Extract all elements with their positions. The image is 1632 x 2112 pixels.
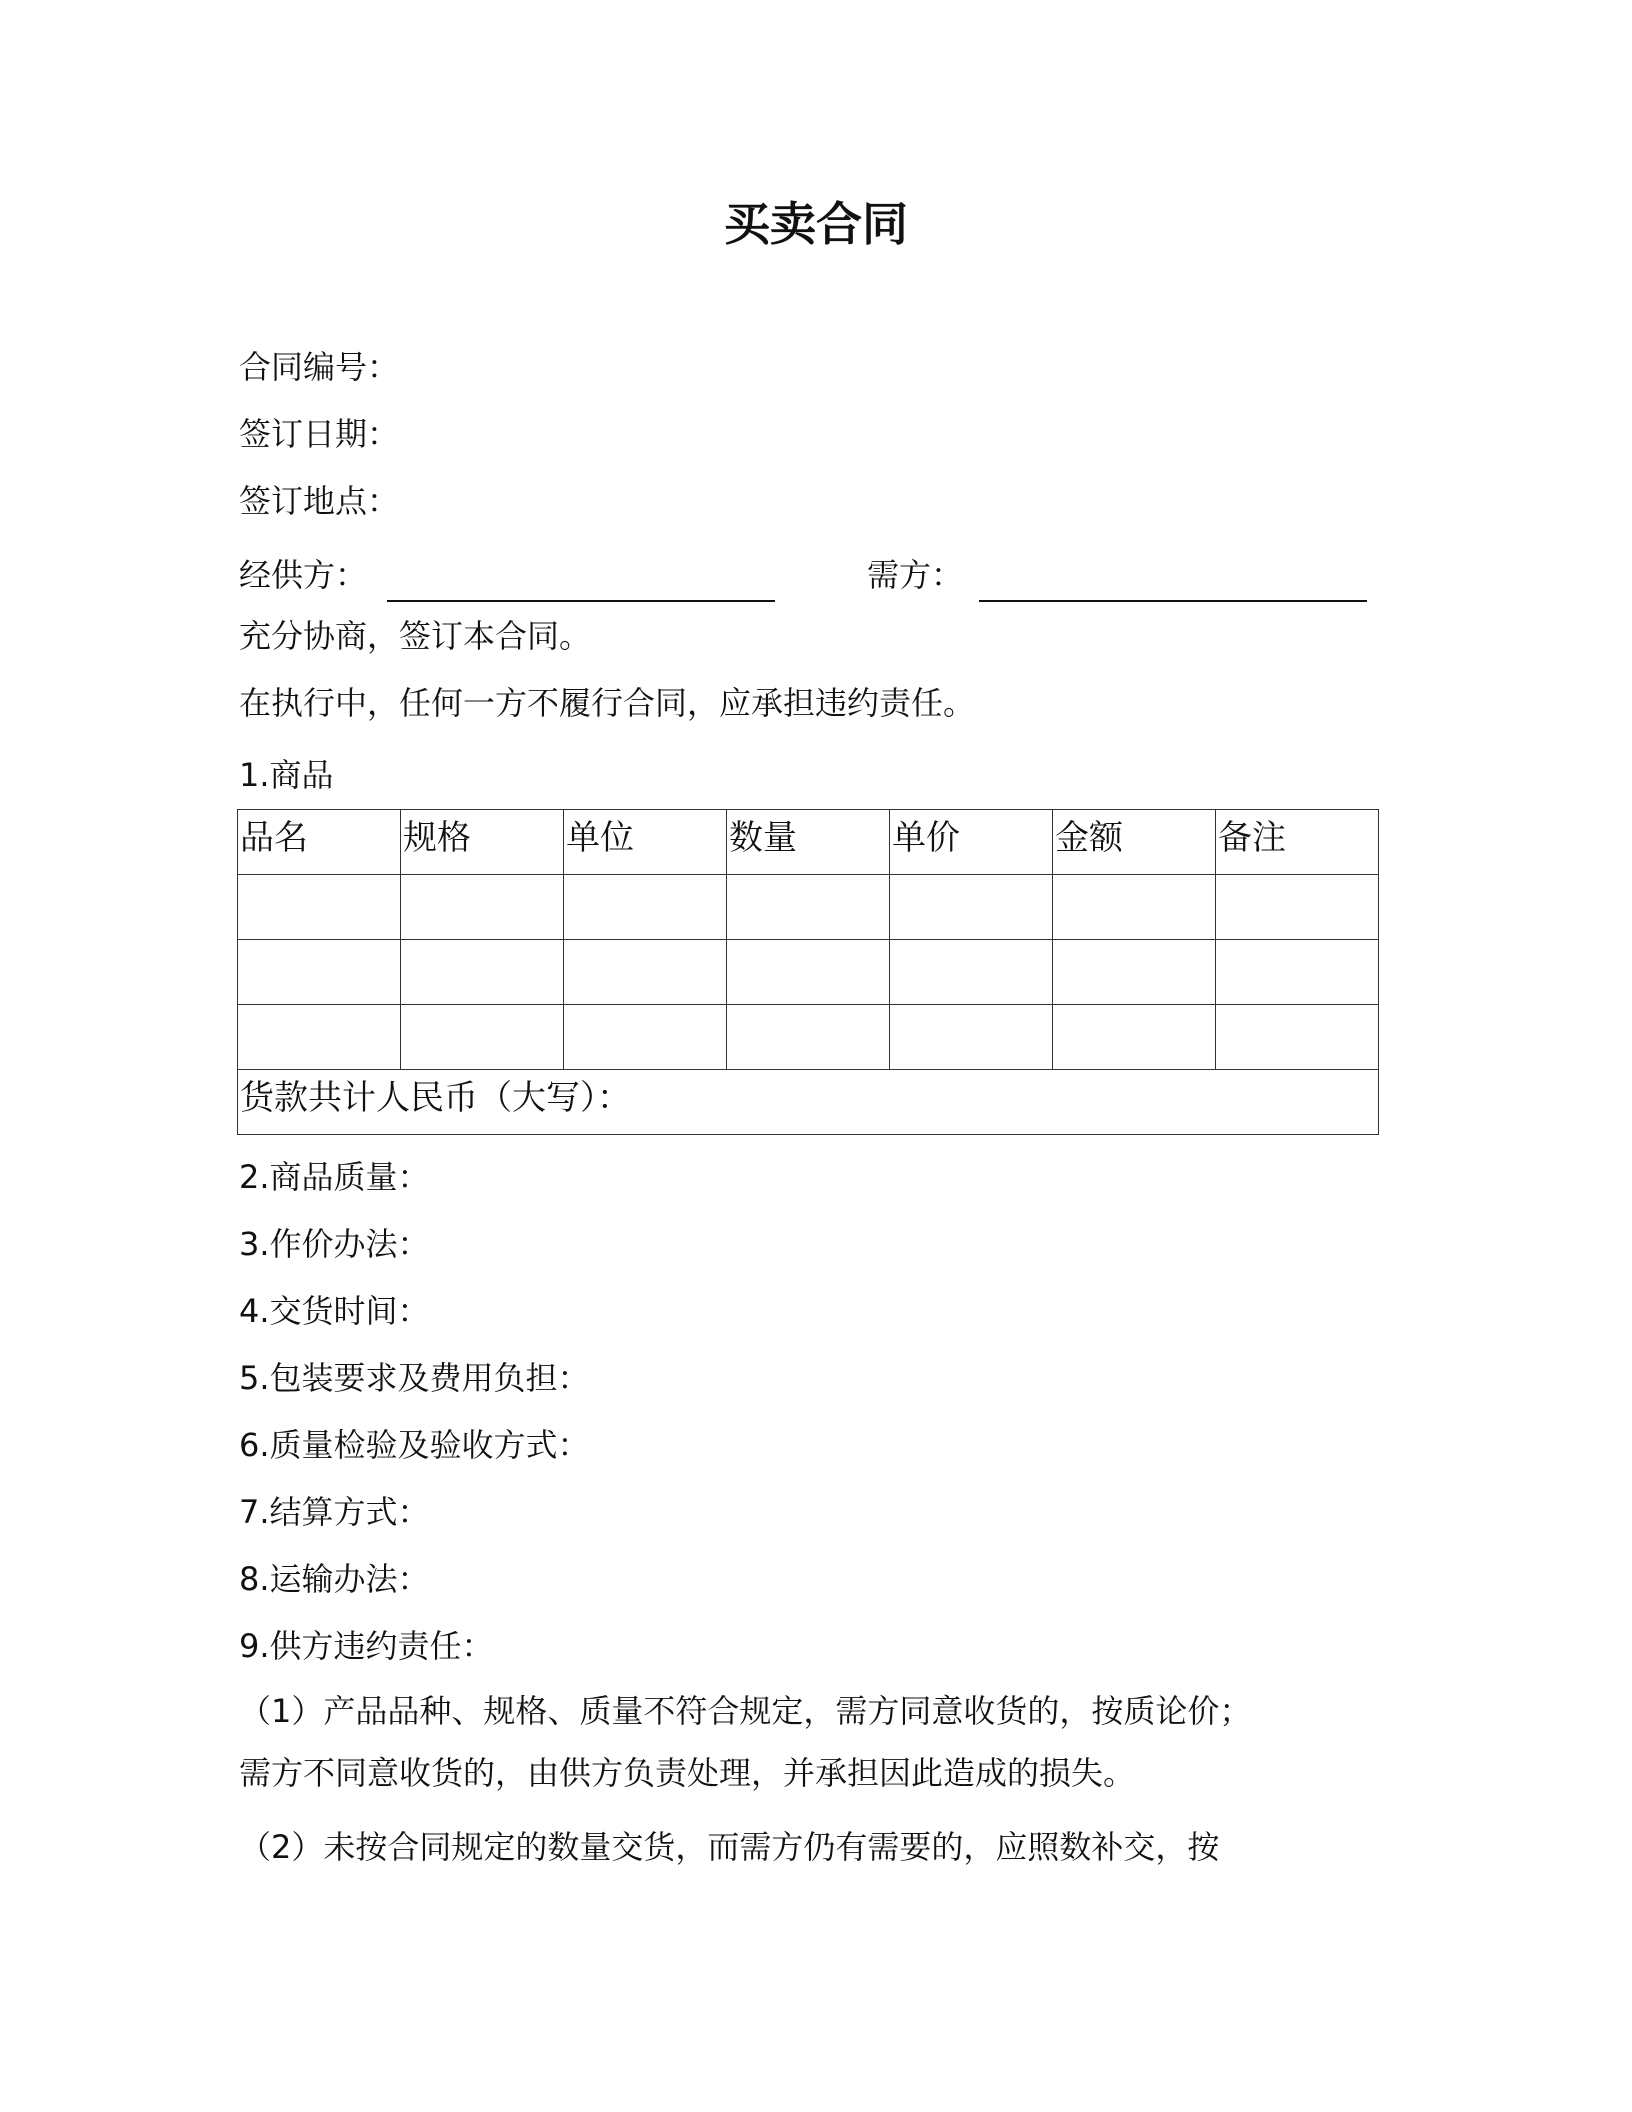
table-cell[interactable] — [1216, 875, 1379, 940]
table-header-cell: 单价 — [890, 810, 1053, 875]
table-cell[interactable] — [890, 940, 1053, 1005]
section-item: 9.供方违约责任： — [239, 1627, 494, 1665]
table-cell[interactable] — [1216, 940, 1379, 1005]
clause-line: （1）产品品种、规格、质量不符合规定，需方同意收货的，按质论价； — [239, 1692, 1252, 1730]
table-row — [238, 875, 1379, 940]
table-header-cell: 品名 — [238, 810, 401, 875]
table-cell[interactable] — [890, 875, 1053, 940]
table-cell[interactable] — [890, 1005, 1053, 1070]
table-cell[interactable] — [238, 940, 401, 1005]
table-cell[interactable] — [727, 1005, 890, 1070]
section-item: 8.运输办法： — [239, 1560, 430, 1598]
table-cell[interactable] — [564, 1005, 727, 1070]
contract-number-label: 合同编号： — [239, 348, 400, 386]
table-header-cell: 单位 — [564, 810, 727, 875]
table-header-cell: 金额 — [1053, 810, 1216, 875]
supplier-blank-line[interactable] — [387, 600, 775, 602]
goods-table — [237, 809, 1379, 1135]
section-item: 2.商品质量： — [239, 1158, 430, 1196]
table-header-cell: 备注 — [1216, 810, 1379, 875]
supplier-label: 经供方： — [239, 556, 368, 594]
table-cell[interactable] — [1053, 1005, 1216, 1070]
buyer-label: 需方： — [867, 556, 964, 594]
table-cell[interactable] — [727, 940, 890, 1005]
clause-line: 需方不同意收货的，由供方负责处理，并承担因此造成的损失。 — [239, 1754, 1136, 1792]
table-cell[interactable] — [1053, 875, 1216, 940]
section-item: 7.结算方式： — [239, 1493, 430, 1531]
section-item: 6.质量检验及验收方式： — [239, 1426, 590, 1464]
document-title: 买卖合同 — [724, 197, 908, 251]
table-header-row — [238, 810, 1379, 875]
table-cell[interactable] — [564, 875, 727, 940]
table-header-cell: 数量 — [727, 810, 890, 875]
table-cell[interactable] — [401, 940, 564, 1005]
section-item: 3.作价办法： — [239, 1225, 430, 1263]
table-total-row — [238, 1070, 1379, 1135]
table-row — [238, 940, 1379, 1005]
section-item: 5.包装要求及费用负担： — [239, 1359, 590, 1397]
table-cell[interactable] — [238, 1005, 401, 1070]
section-item: 4.交货时间： — [239, 1292, 430, 1330]
intro-line: 在执行中，任何一方不履行合同，应承担违约责任。 — [239, 684, 976, 722]
table-cell[interactable] — [1216, 1005, 1379, 1070]
table-cell[interactable] — [238, 875, 401, 940]
table-row — [238, 1005, 1379, 1070]
section-heading-goods: 1.商品 — [239, 756, 334, 794]
table-cell[interactable] — [564, 940, 727, 1005]
table-cell[interactable] — [727, 875, 890, 940]
table-cell[interactable] — [1053, 940, 1216, 1005]
sign-place-label: 签订地点： — [239, 482, 400, 520]
table-header-cell: 规格 — [401, 810, 564, 875]
table-cell[interactable] — [401, 875, 564, 940]
clause-line: （2）未按合同规定的数量交货，而需方仍有需要的，应照数补交，按 — [239, 1828, 1220, 1866]
intro-line: 充分协商，签订本合同。 — [239, 617, 592, 655]
table-cell[interactable] — [401, 1005, 564, 1070]
sign-date-label: 签订日期： — [239, 415, 400, 453]
buyer-blank-line[interactable] — [979, 600, 1367, 602]
total-amount-label[interactable]: 货款共计人民币（大写）： — [238, 1070, 1379, 1135]
